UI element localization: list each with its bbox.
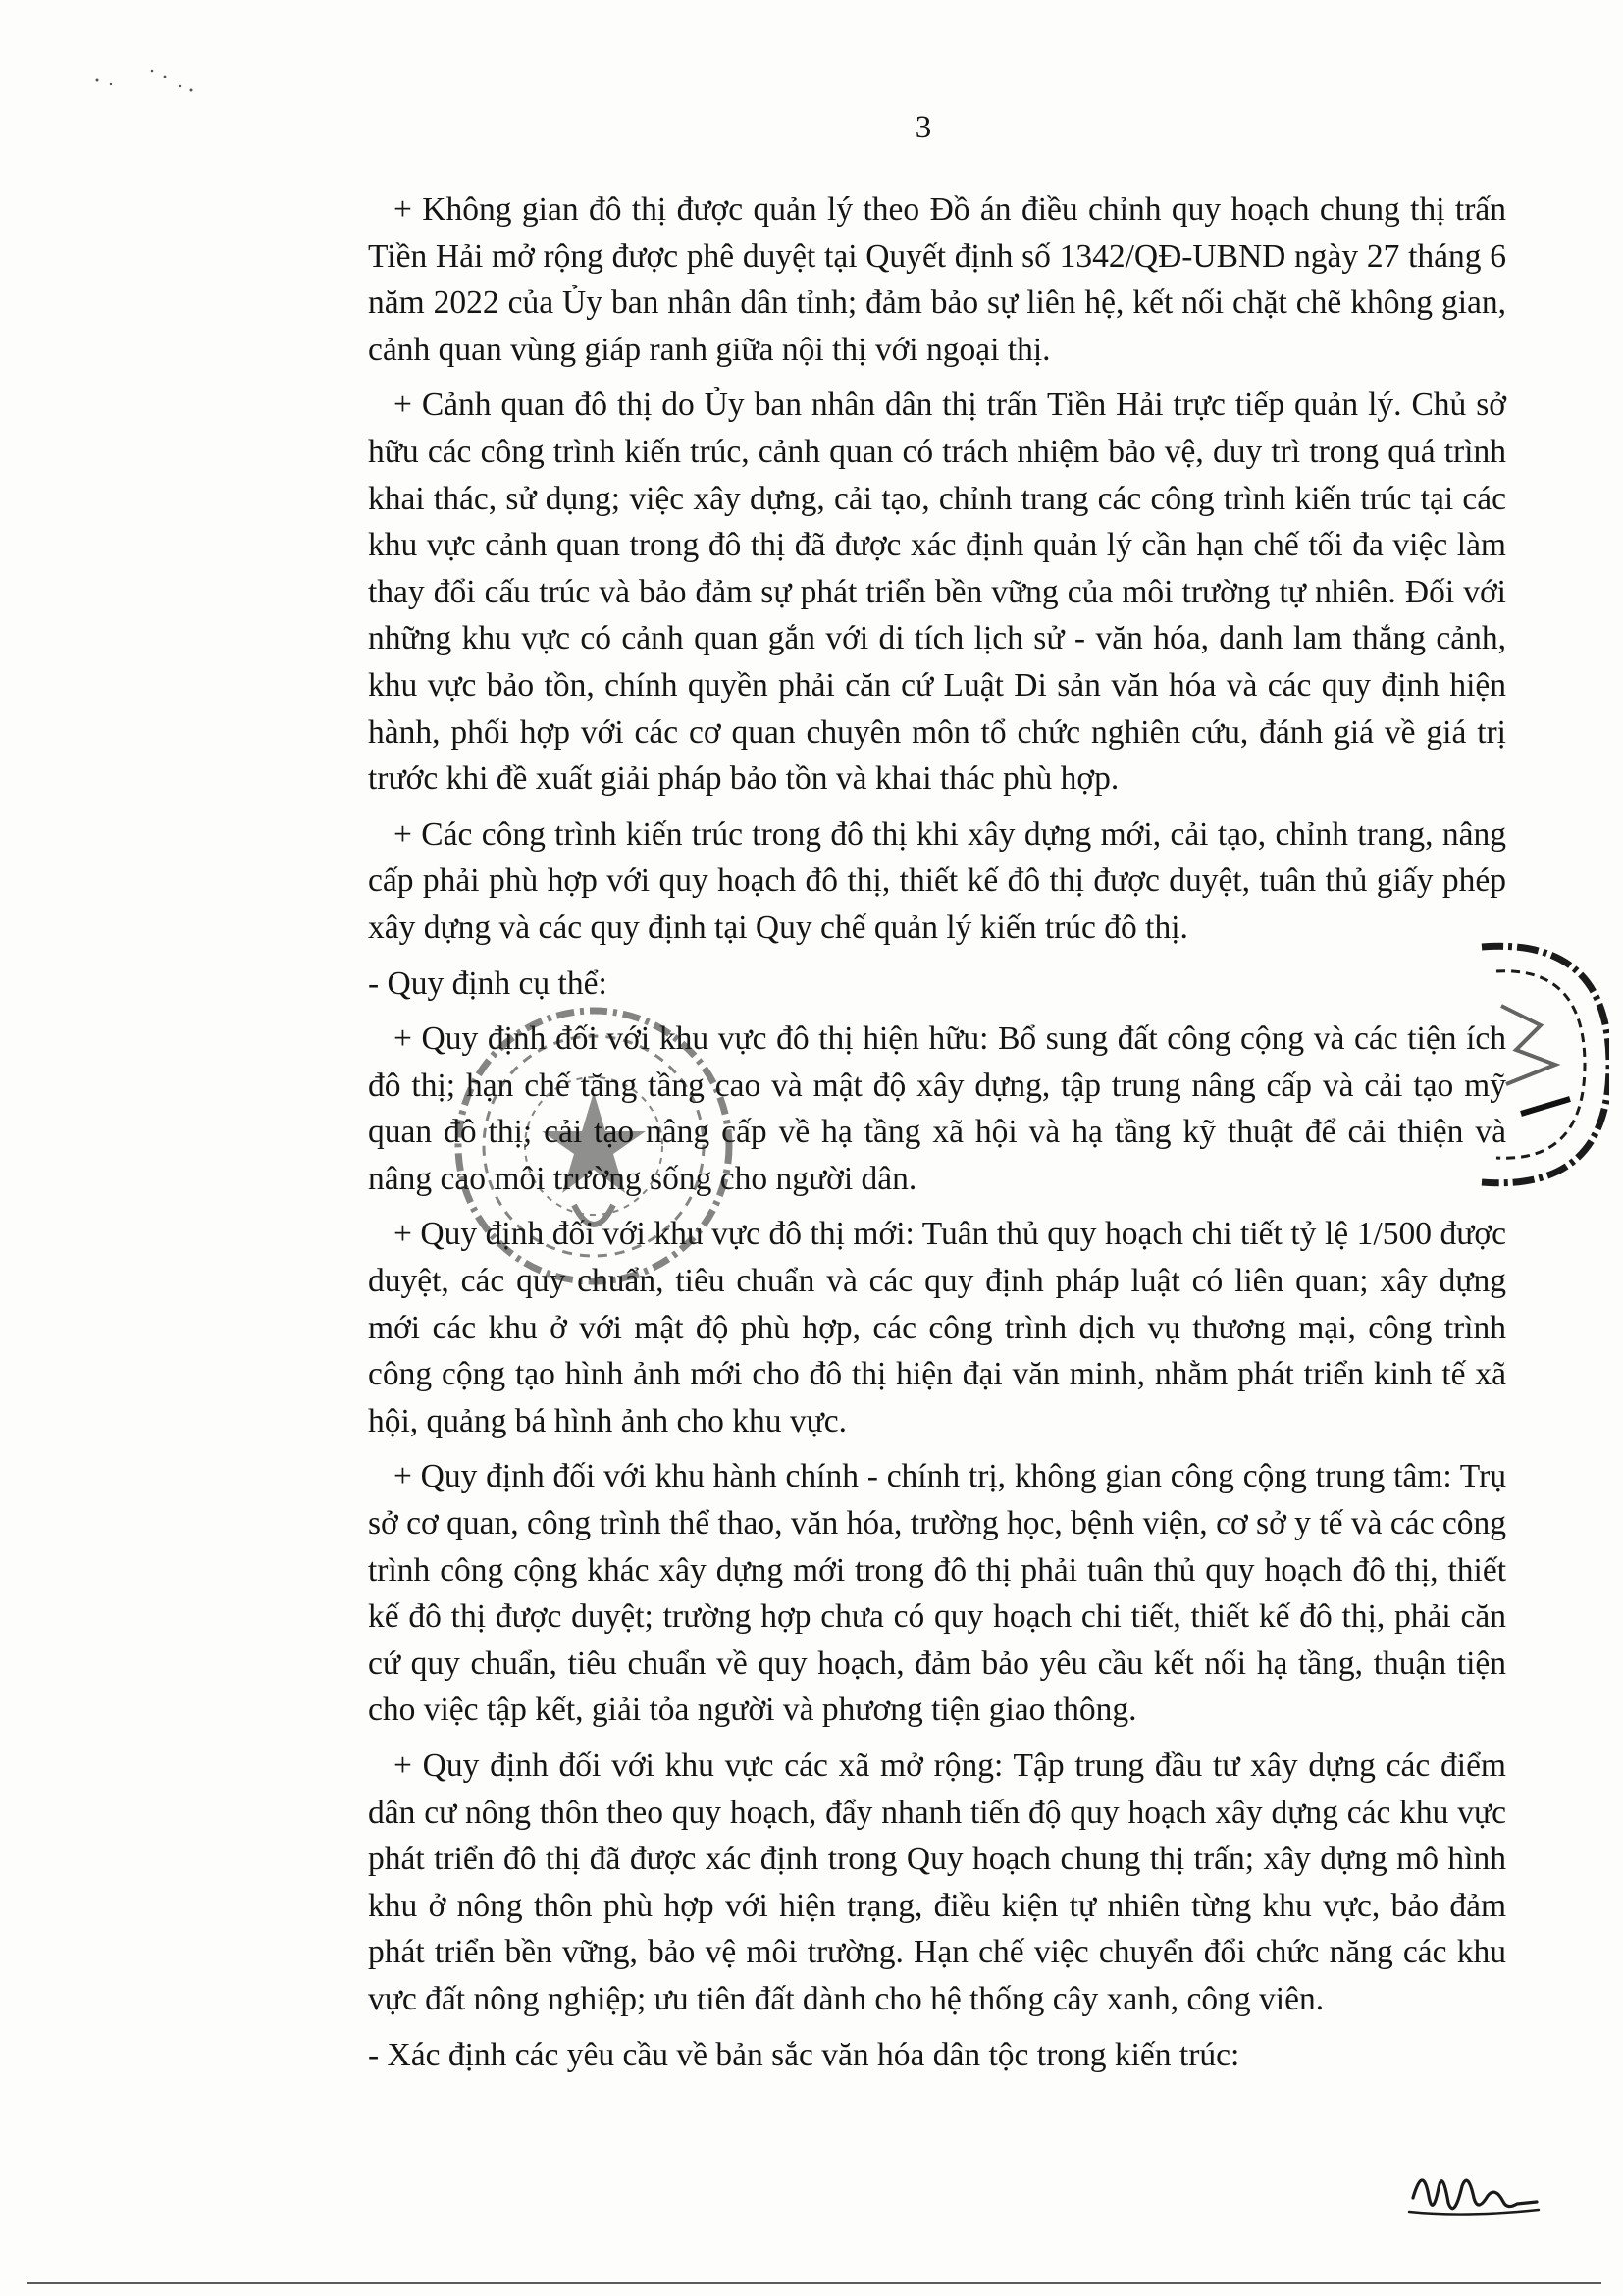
document-body	[368, 186, 1506, 2081]
signature-mark	[1405, 2159, 1543, 2227]
paragraph-new-urban-area: + Quy định đối với khu vực đô thị mới: Tuân thủ quy hoạch chi tiết tỷ lệ 1/500 được duyệt, các quy chuẩn, tiêu chuẩn và các quy định pháp luật có liên quan; xây dựng mới các khu ở với mật độ phù hợp, các công trình dịch vụ thương mại, công trình công cộng tạo hình ảnh mới cho đô thị hiện đại văn minh, nhằm phát triển kinh tế xã hội, quảng bá hình ảnh cho khu vực.	[368, 1216, 1506, 1439]
paragraph-administrative-area: + Quy định đối với khu hành chính - chính trị, không gian công cộng trung tâm: Trụ sở cơ quan, công trình thể thao, văn hóa, trường học, bệnh viện, cơ sở y tế và các công trình công cộng khác xây dựng mới trong đô thị phải tuân thủ quy hoạch đô thị, thiết kế đô thị được duyệt; trường hợp chưa có quy hoạch chi tiết, thiết kế đô thị, phải căn cứ quy chuẩn, tiêu chuẩn về quy hoạch, đảm bảo yêu cầu kết nối hạ tầng, thuận tiện cho việc tập kết, giải tỏa người và phương tiện giao thông.	[368, 1458, 1506, 1729]
paragraph-existing-urban-area: + Quy định đối với khu vực đô thị hiện hữu: Bổ sung đất công cộng và các tiện ích đô thị; hạn chế tăng tầng cao và mật độ xây dựng, tập trung nâng cấp và cải tạo mỹ quan đô thị; cải tạo nâng cấp về hạ tầng xã hội và hạ tầng kỹ thuật để cải thiện và nâng cao môi trường sống cho người dân.	[368, 1020, 1506, 1197]
paragraph-urban-space: + Không gian đô thị được quản lý theo Đồ án điều chỉnh quy hoạch chung thị trấn Tiền Hải mở rộng được phê duyệt tại Quyết định số 1342/QĐ-UBND ngày 27 tháng 6 năm 2022 của Ủy ban nhân dân tỉnh; đảm bảo sự liên hệ, kết nối chặt chẽ không gian, cảnh quan vùng giáp ranh giữa nội thị với ngoại thị.	[368, 191, 1506, 368]
page-number: 3	[915, 110, 932, 145]
paragraph-urban-landscape: + Cảnh quan đô thị do Ủy ban nhân dân thị trấn Tiền Hải trực tiếp quản lý. Chủ sở hữu các công trình kiến trúc, cảnh quan có trách nhiệm bảo vệ, duy trì trong quá trình khai thác, sử dụng; việc xây dựng, cải tạo, chỉnh trang các công trình kiến trúc tại các khu vực cảnh quan trong đô thị đã được xác định quản lý cần hạn chế tối đa việc làm thay đổi cấu trúc và bảo đảm sự phát triển bền vững của môi trường tự nhiên. Đối với những khu vực có cảnh quan gắn với di tích lịch sử - văn hóa, danh lam thắng cảnh, khu vực bảo tồn, chính quyền phải căn cứ Luật Di sản văn hóa và các quy định hiện hành, phối hợp với các cơ quan chuyên môn tổ chức nghiên cứu, đánh giá về giá trị trước khi đề xuất giải pháp bảo tồn và khai thác phù hợp.	[368, 387, 1506, 798]
paragraph-specific-rules-heading: - Quy định cụ thể:	[368, 965, 607, 1002]
paragraph-expanded-communes: + Quy định đối với khu vực các xã mở rộng: Tập trung đầu tư xây dựng các điểm dân cư nông thôn theo quy hoạch, đẩy nhanh tiến độ quy hoạch xây dựng các khu vực phát triển đô thị đã được xác định trong Quy hoạch chung thị trấn; xây dựng mô hình khu ở nông thôn phù hợp với hiện trạng, điều kiện tự nhiên từng khu vực, bảo đảm phát triển bền vững, bảo vệ môi trường. Hạn chế việc chuyển đổi chức năng các khu vực đất nông nghiệp; ưu tiên đất dành cho hệ thống cây xanh, công viên.	[368, 1748, 1506, 2017]
paragraph-architecture-works: + Các công trình kiến trúc trong đô thị khi xây dựng mới, cải tạo, chỉnh trang, nâng cấp phải phù hợp với quy hoạch đô thị, thiết kế đô thị được duyệt, tuân thủ giấy phép xây dựng và các quy định tại Quy chế quản lý kiến trúc đô thị.	[368, 815, 1506, 946]
paragraph-cultural-identity-heading: - Xác định các yêu cầu về bản sắc văn hóa dân tộc trong kiến trúc:	[368, 2036, 1240, 2073]
bottom-divider	[27, 2282, 1601, 2284]
